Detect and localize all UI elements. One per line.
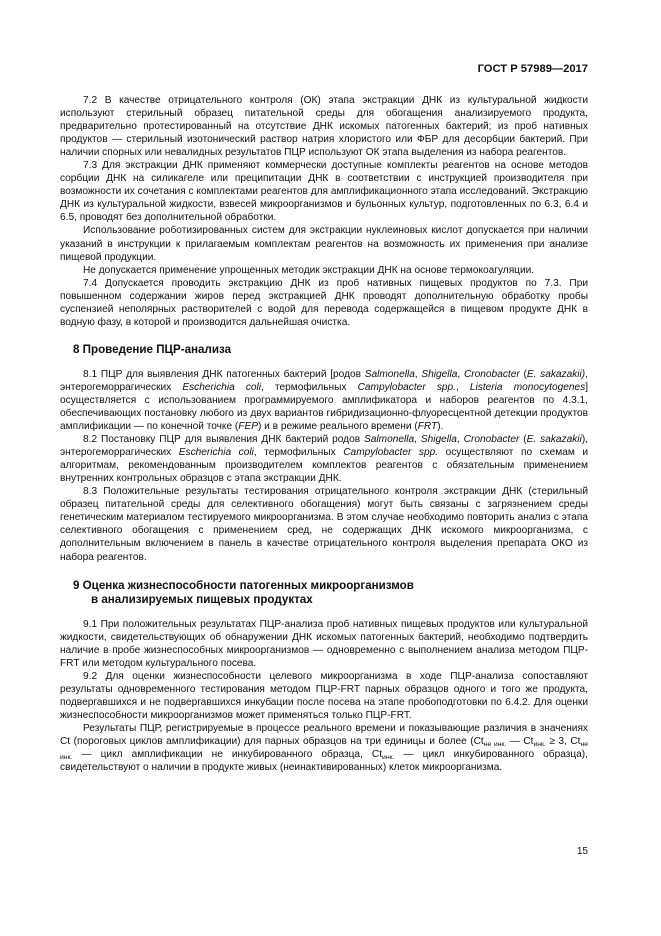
paragraph-9-2-results: Результаты ПЦР, регистрируемые в процессе реального времени и показывающие различия в значениях Ct (пороговых циклов амплификации) для парных образцов на три единицы и более ($Ct_{не инк.}$ — $Ct_{инк.} \ge 3$, $Ct_{не инк.}$ — цикл амплификации не инкубированного образца, $Ct_{инк.}$ — цикл инкубированного образца), свидетельствуют о наличии в продукте живых (неинактивированных) клеток микроорганизма. — [60, 722, 589, 774]
paragraph-7-2: 7.2 В качестве отрицательного контроля (ОК) этапа экстракции ДНК из культуральной жидкости используют стерильный образец питательной среды для обогащения анализируемого продукта, предварительно протестированный на отсутствие ДНК искомых патогенных бактерий; из проб нативных продуктов — стерильный изотонический раствор натрия хлористого или ФБР для десорбции бактерий. При наличии спорных или невалидных результатов ПЦР используют ОК этапа выделения из набора реагентов. — [60, 95, 588, 159]
paragraph-7-3-robotic: Использование роботизированных систем для экстракции нуклеиновых кислот допускается при наличии указаний в инструкции к прилагаемым комплектам реагентов на возможность их применения при анализе пищевой продукции. — [60, 225, 588, 263]
section-9-heading: 9 Оценка жизнеспособности патогенных микроорганизмов в анализируемых пищевых продуктах — [73, 578, 414, 606]
paragraph-7-3-restriction: Не допускается применение упрощенных методик экстракции ДНК на основе термокоагуляции. — [83, 264, 535, 276]
page-number: 15 — [576, 846, 588, 857]
paragraph-8-2: 8.2 Постановку ПЦР для выявления ДНК бактерий родов Salmonella, Shigella, Cronobacter (E. sakazakii), энтерогеморрагических Escherichia coli, термофильных Campylobacter spp. осуществляют по схемам и алгоритмам, рекомендованным производителем комплектов реагентов с обязательным применением внутренних контрольных образцов с этапа экстракции ДНК. — [60, 434, 589, 485]
paragraph-7-4: 7.4 Допускается проводить экстракцию ДНК из проб нативных пищевых продуктов по 7.3. При повышенном содержании жиров перед экстракцией ДНК проводят дополнительную обработку пробы суспензией неполярных растворителей с водой для перевода содержащейся в пищевом продукте ДНК в водную фазу, в которой и производится дальнейшая очистка. — [60, 277, 588, 328]
section-8-heading: 8 Проведение ПЦР-анализа — [73, 342, 232, 356]
paragraph-9-1: 9.1 При положительных результатах ПЦР-анализа проб нативных пищевых продуктов или культуральной жидкости, свидетельствующих об обнаружении ДНК искомых патогенных бактерий, необходимо подтвердить наличие в пробе жизнеспособных микроорганизмов — одновременно с выполнением анализа методом ПЦР-FRT или методом культурального посева. — [60, 618, 588, 669]
paragraph-8-3: 8.3 Положительные результаты тестирования отрицательного контроля экстракции ДНК (стерильный образец питательной среды для селективного обогащения) могут быть связаны с загрязнением среды генетическим материалом тестируемого микроорганизма. В этом случае необходимо повторить анализ с этапа селективного обогащения с применением сред, не содержащих ДНК искомого микроорганизма, с дополнительным включением в панель в качестве отрицательного контроля выделения препарата ОКО из набора реагентов. — [60, 486, 588, 563]
page-body — [60, 94, 588, 774]
paragraph-8-1: 8.1 ПЦР для выявления ДНК патогенных бактерий [родов Salmonella, Shigella, Cronobacter (E. sakazakii), энтерогеморрагических Escherichia coli, термофильных Campylobacter spp., Listeria monocytogenes] осуществляется с использованием программируемого амплификатора и наборов реагентов по 4.3.1, обеспечивающих постановку любого из двух вариантов гибридизационно-флуоресцентной детекции продуктов амплификации — по конечной точке (FEP) и в режиме реального времени (FRT). — [60, 368, 589, 433]
document-code: ГОСТ Р 57989—2017 — [477, 63, 588, 75]
paragraph-7-3: 7.3 Для экстракции ДНК применяют коммерчески доступные комплекты реагентов на основе методов сорбции ДНК на силикагеле или преципитации ДНК в соответствии с инструкцией производителя при возможности их сочетания с комплектами реагентов для амплификационного этапа исследований. Экстракцию ДНК из культуральной жидкости, взвесей микроорганизмов и бульонных культур, подготовленных по 6.3, 6.4 и 6.5, проводят без дополнительной обработки. — [60, 160, 588, 224]
paragraph-9-2: 9.2 Для оценки жизнеспособности целевого микроорганизма в ходе ПЦР-анализа сопоставляют результаты одновременного тестирования методом ПЦР-FRT парных образцов одного и того же продукта, подвергавшихся и не подвергавшихся инкубации после посева на этапе пробоподготовки по 6.4.2. Для оценки жизнеспособности микроорганизмов может применяться только ПЦР-FRT. — [60, 670, 588, 721]
